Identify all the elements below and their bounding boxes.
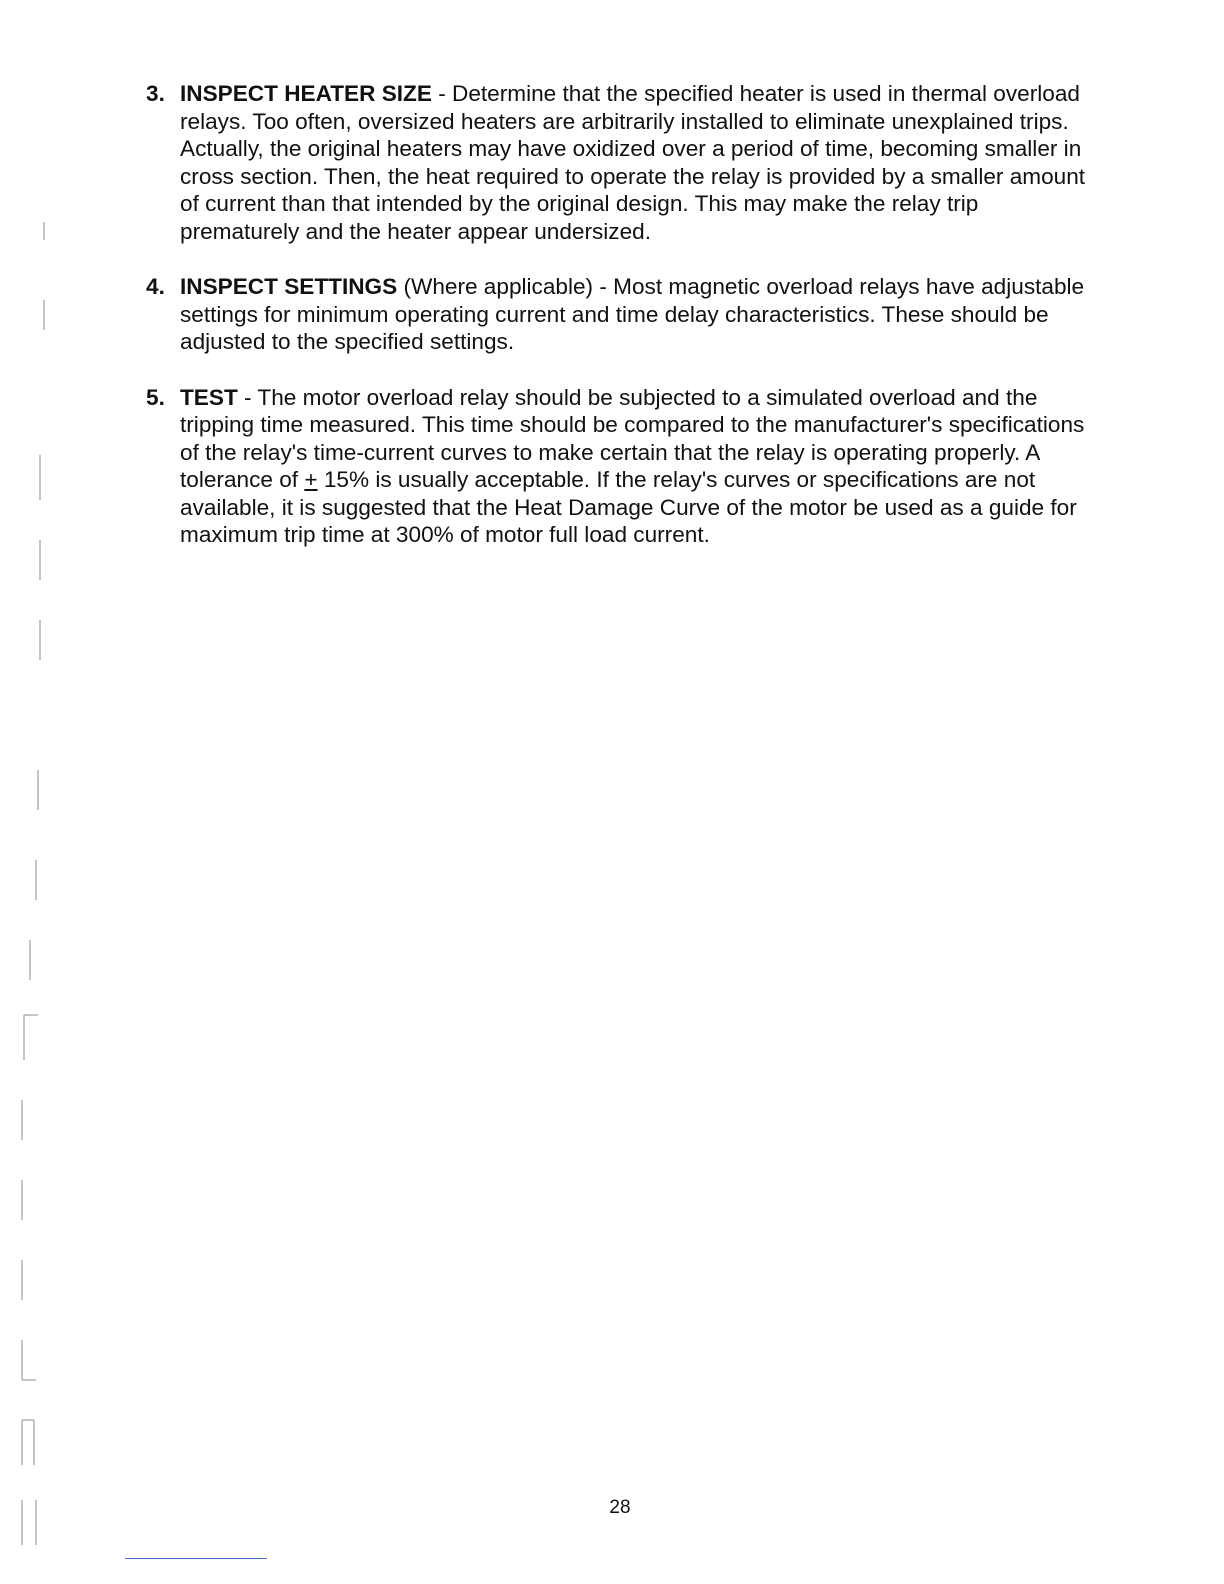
item-heading: INSPECT HEATER SIZE xyxy=(180,81,432,106)
item-body-part-1: - The motor overload relay should be subjected to a simulated overload and the tripping time measured. This time should be compared to the manufacturer's specifications of the relay's time-current curves to make certain that the relay is operating properly. A tolerance of xyxy=(180,384,1085,492)
list-item-inspect-settings xyxy=(146,273,1096,356)
list-item-test xyxy=(146,384,1096,549)
item-body: (Where applicable) - Most magnetic overload relays have adjustable settings for minimum operating current and time delay characteristics. These should be adjusted to the specified settings. xyxy=(180,274,1085,354)
item-heading: INSPECT SETTINGS xyxy=(180,274,398,299)
item-number: 4. xyxy=(146,274,165,299)
item-number: 3. xyxy=(146,81,165,106)
footer-rule xyxy=(125,1558,267,1559)
list-item-inspect-heater-size xyxy=(146,80,1096,245)
item-body-part-2: 15% is usually acceptable. If the relay's curves or specifications are not available, it is suggested that the Heat Damage Curve of the motor be used as a guide for maximum trip time at 300% of motor full load current. xyxy=(180,467,1077,547)
procedure-list xyxy=(146,80,1096,577)
page-number: 28 xyxy=(609,1497,631,1518)
plus-minus-symbol: + xyxy=(304,467,318,492)
item-number: 5. xyxy=(146,384,165,410)
item-heading: TEST xyxy=(180,384,238,410)
item-body: - Determine that the specified heater is used in thermal overload relays. Too often, oversized heaters are arbitrarily installed to eliminate unexplained trips. Actually, the original heaters may have oxidized over a period of time, becoming smaller in cross section. Then, the heat required to operate the relay is provided by a smaller amount of current than that intended by the original design. This may make the relay trip prematurely and the heater appear undersized. xyxy=(180,81,1086,244)
